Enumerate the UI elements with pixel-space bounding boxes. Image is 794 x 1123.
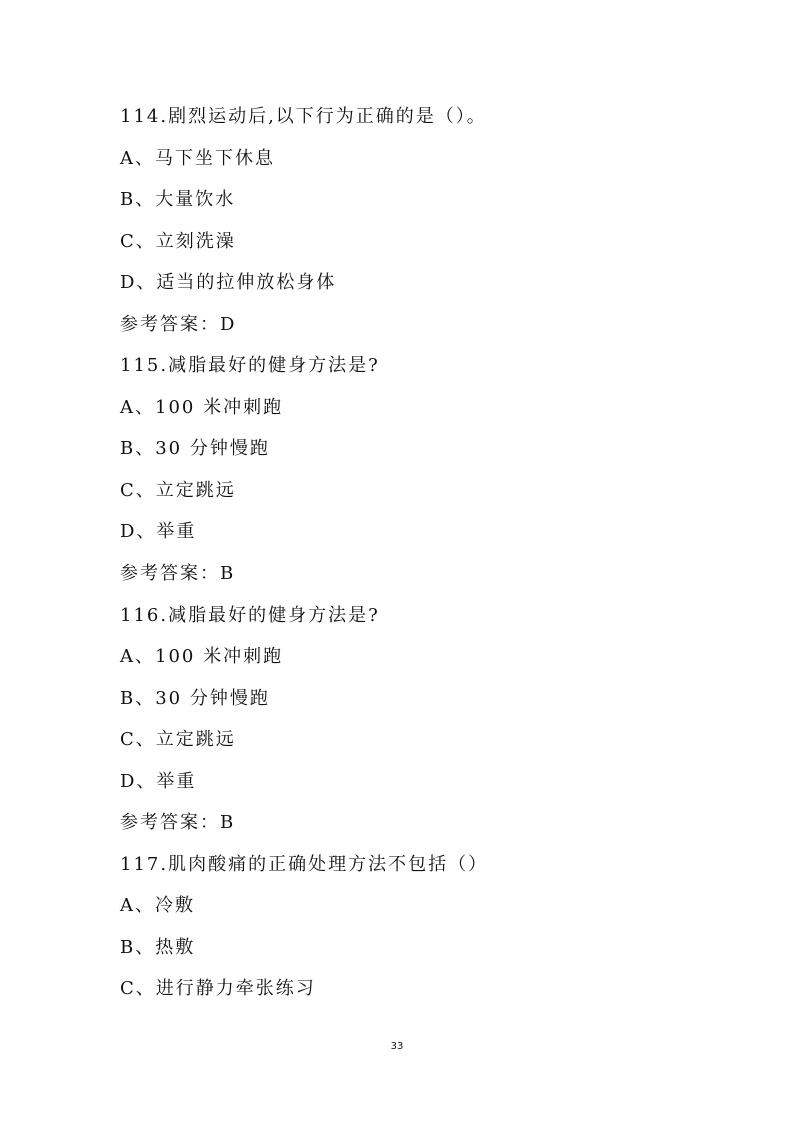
question-115-option-b: B、30 分钟慢跑: [120, 438, 270, 459]
question-115-option-a: A、100 米冲刺跑: [120, 397, 284, 418]
question-116-option-c: C、立定跳远: [120, 729, 236, 750]
question-117-option-a: A、冷敷: [120, 895, 195, 916]
question-116-answer: 参考答案：B: [120, 812, 236, 833]
question-114-text: 114.剧烈运动后,以下行为正确的是（）。: [120, 106, 487, 127]
question-117-text: 117.肌肉酸痛的正确处理方法不包括（）: [120, 854, 489, 875]
question-115-answer: 参考答案：B: [120, 563, 236, 584]
question-115-option-c: C、立定跳远: [120, 480, 236, 501]
question-117-option-b: B、热敷: [120, 937, 196, 958]
question-116-text: 116.减脂最好的健身方法是?: [120, 605, 380, 626]
question-116-option-a: A、100 米冲刺跑: [120, 646, 284, 667]
question-114-option-a: A、马下坐下休息: [120, 148, 275, 169]
question-117-option-c: C、进行静力牵张练习: [120, 978, 316, 999]
question-114-answer: 参考答案：D: [120, 314, 237, 335]
question-114-option-c: C、立刻洗澡: [120, 231, 236, 252]
page-number: 33: [390, 1041, 404, 1052]
question-115-option-d: D、举重: [120, 521, 197, 542]
question-115-text: 115.减脂最好的健身方法是?: [120, 355, 380, 376]
question-114-option-d: D、适当的拉伸放松身体: [120, 272, 337, 293]
question-114-option-b: B、大量饮水: [120, 189, 236, 210]
question-116-option-d: D、举重: [120, 771, 197, 792]
question-116-option-b: B、30 分钟慢跑: [120, 688, 270, 709]
